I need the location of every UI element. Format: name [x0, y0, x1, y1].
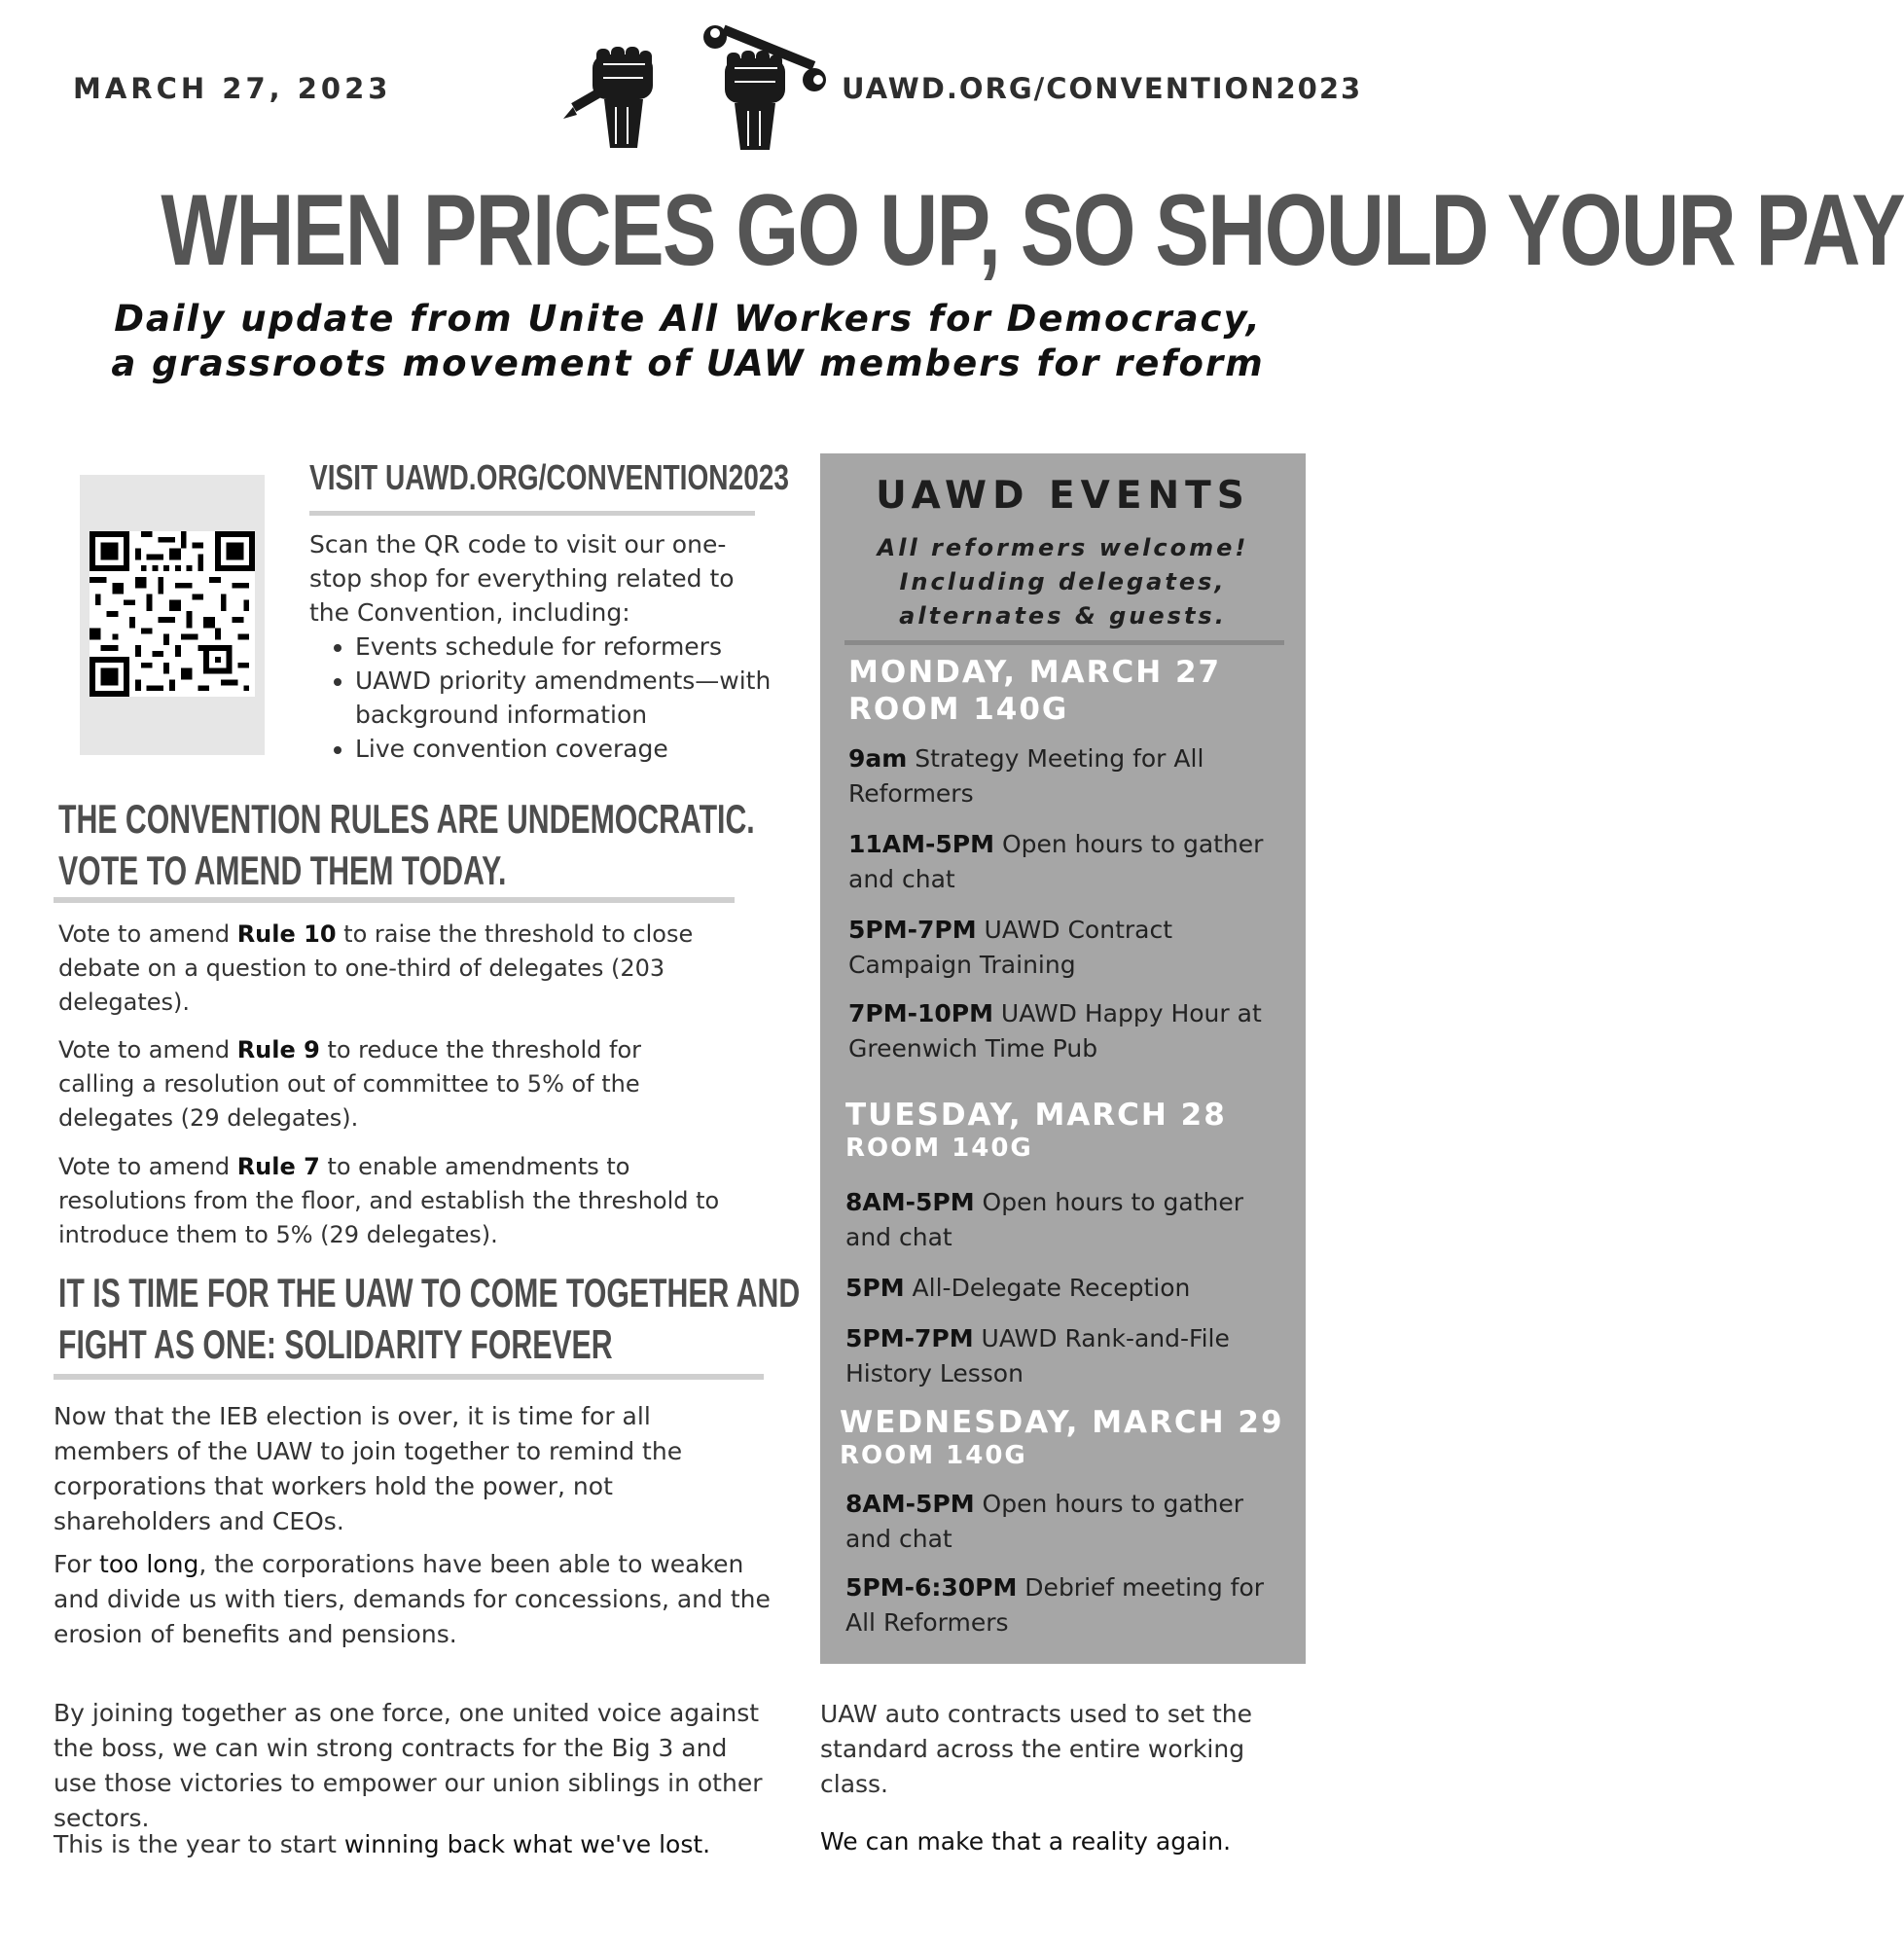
- day-label: TUESDAY, MARCH 28: [845, 1098, 1227, 1133]
- closing-statement: We can make that a reality again.: [820, 1827, 1232, 1856]
- rule-10-label: Rule 10: [236, 920, 337, 948]
- subtitle-line-2: a grassroots movement of UAW members for reform: [111, 342, 1265, 384]
- events-subtitle-line-2: Including delegates,: [899, 568, 1227, 595]
- event-item: 5PM-6:30PM Debrief meeting for All Reformers: [845, 1573, 1265, 1637]
- events-subtitle: [820, 531, 1306, 633]
- event-item: 5PM All-Delegate Reception: [845, 1274, 1191, 1302]
- rules-heading-line-2: VOTE TO AMEND THEM TODAY.: [58, 847, 507, 893]
- solidarity-heading-line-1: IT IS TIME FOR THE UAW TO COME TOGETHER AND: [58, 1270, 801, 1315]
- event-item: 11AM-5PM Open hours to gather and chat: [848, 830, 1264, 893]
- solidarity-paragraph-2: For too long, the corporations have been able to weaken and divide us with tiers, demands for concessions, and the erosion of benefits and pensions.: [54, 1550, 771, 1648]
- monday-heading: [848, 654, 1221, 728]
- visit-heading: VISIT UAWD.ORG/CONVENTION2023: [309, 457, 790, 497]
- page-headline: WHEN PRICES GO UP, SO SHOULD YOUR PAY: [161, 174, 1904, 287]
- list-item: • Events schedule for reformers: [355, 630, 812, 664]
- event-item: 8AM-5PM Open hours to gather and chat: [845, 1490, 1244, 1553]
- issue-date: MARCH 27, 2023: [73, 72, 392, 105]
- qr-code-icon[interactable]: [90, 531, 255, 697]
- events-title: UAWD EVENTS: [876, 474, 1250, 518]
- events-subtitle-line-3: alternates & guests.: [899, 602, 1227, 630]
- page-subtitle: [39, 297, 1337, 386]
- rule-9-label: Rule 9: [236, 1036, 320, 1063]
- events-subtitle-line-1: All reformers welcome!: [877, 534, 1249, 561]
- wednesday-heading: [840, 1404, 1284, 1470]
- event-item: 5PM-7PM UAWD Rank-and-File History Lesson: [845, 1324, 1230, 1387]
- room-label: ROOM 140G: [840, 1441, 1027, 1470]
- raised-fists-pen-wrench-icon: [559, 29, 822, 151]
- event-item: 9am Strategy Meeting for All Reformers: [848, 744, 1204, 808]
- rule-9-paragraph: Vote to amend Rule 9 to reduce the threshold for calling a resolution out of committee to 5% of the delegates (29 delegates).: [58, 1036, 641, 1132]
- tuesday-heading: [845, 1097, 1227, 1163]
- divider: [54, 1374, 764, 1380]
- rule-7-paragraph: Vote to amend Rule 7 to enable amendments to resolutions from the floor, and establish the threshold to introduce them to 5% (29 delegates).: [58, 1153, 720, 1248]
- rules-heading: [58, 793, 755, 896]
- subtitle-line-1: Daily update from Unite All Workers for Democracy,: [114, 298, 1262, 340]
- rule-10-paragraph: Vote to amend Rule 10 to raise the threshold to close debate on a question to one-third of delegates (203 delegates).: [58, 920, 694, 1016]
- list-item: • Live convention coverage: [355, 732, 812, 766]
- day-label: WEDNESDAY, MARCH 29: [840, 1405, 1284, 1440]
- visit-intro: Scan the QR code to visit our one-stop shop for everything related to the Convention, including:: [309, 530, 735, 627]
- solidarity-heading: [58, 1267, 800, 1370]
- divider: [309, 511, 755, 516]
- rules-heading-line-1: THE CONVENTION RULES ARE UNDEMOCRATIC.: [58, 796, 755, 842]
- solidarity-paragraph-3: By joining together as one force, one united voice against the boss, we can win strong contracts for the Big 3 and use those victories to empower our union siblings in other sectors.: [54, 1699, 763, 1832]
- event-item: 7PM-10PM UAWD Happy Hour at Greenwich Time Pub: [848, 999, 1262, 1063]
- list-item: • UAWD priority amendments—with background information: [355, 664, 812, 732]
- event-item: 5PM-7PM UAWD Contract Campaign Training: [848, 916, 1173, 979]
- day-label: MONDAY, MARCH 27: [848, 655, 1222, 690]
- room-label: ROOM 140G: [848, 692, 1069, 727]
- rule-7-label: Rule 7: [236, 1153, 320, 1180]
- event-item: 8AM-5PM Open hours to gather and chat: [845, 1188, 1244, 1251]
- solidarity-paragraph-1: Now that the IEB election is over, it is time for all members of the UAW to join together to remind the corporations that workers hold the power, not shareholders and CEOs.: [54, 1402, 683, 1535]
- divider: [54, 897, 735, 903]
- visit-list: [326, 630, 812, 766]
- room-label: ROOM 140G: [845, 1134, 1033, 1163]
- solidarity-heading-line-2: FIGHT AS ONE: SOLIDARITY FOREVER: [58, 1321, 613, 1367]
- auto-contracts-paragraph: UAW auto contracts used to set the standard across the entire working class.: [820, 1700, 1253, 1798]
- divider: [844, 640, 1284, 645]
- website-url: UAWD.ORG/CONVENTION2023: [842, 72, 1363, 105]
- solidarity-paragraph-4: This is the year to start winning back what we've lost.: [54, 1830, 711, 1858]
